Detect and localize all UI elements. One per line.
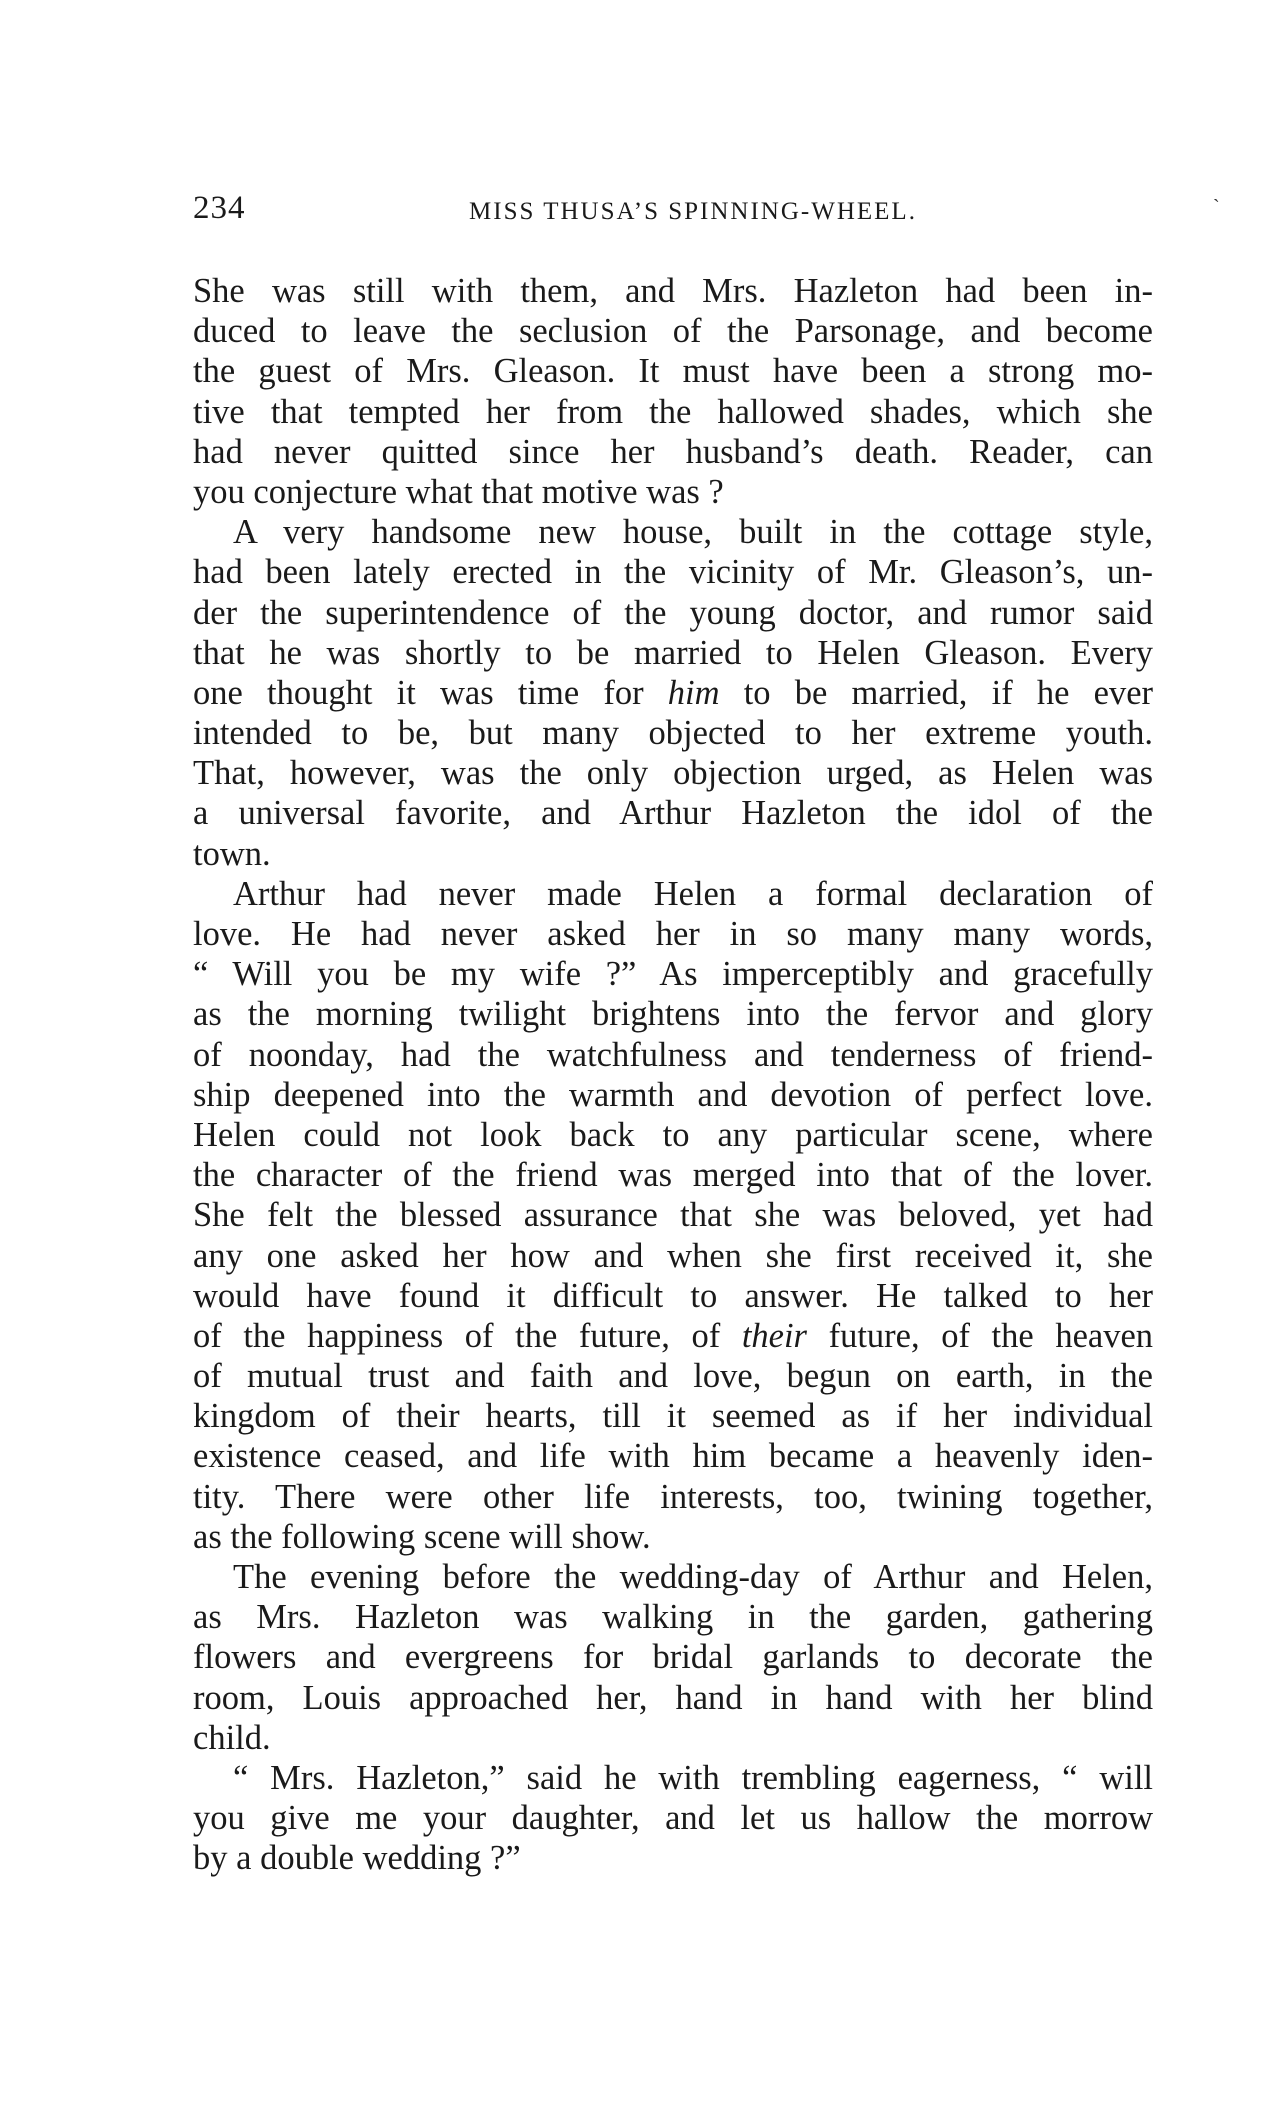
text-segment: of the happiness of the future, of	[193, 1316, 742, 1355]
text-line: room, Louis approached her, hand in hand with her blind	[193, 1678, 1153, 1717]
text-line: der the superintendence of the young doctor, and rumor said	[193, 593, 1153, 632]
text-line: town.	[193, 834, 271, 873]
ink-mark: ˴	[1213, 187, 1220, 209]
text-line: That, however, was the only objection urged, as Helen was	[193, 754, 1153, 793]
text-line: “ Will you be my wife ?” As imperceptibly and gracefully	[193, 955, 1153, 994]
text-line: kingdom of their hearts, till it seemed as if her individual	[193, 1397, 1153, 1436]
text-line: as the morning twilight brightens into the fervor and glory	[193, 995, 1153, 1034]
text-line: “ Mrs. Hazleton,” said he with trembling eagerness, “ will	[233, 1758, 1153, 1797]
text-line: The evening before the wedding-day of Arthur and Helen,	[233, 1558, 1153, 1596]
running-title: MISS THUSA’S SPINNING-WHEEL.	[469, 198, 917, 225]
text-line: any one asked her how and when she first received it, she	[193, 1236, 1153, 1275]
text-line: had never quitted since her husband’s death. Reader, can	[193, 432, 1153, 471]
text-line: of noonday, had the watchfulness and tenderness of friend-	[193, 1035, 1153, 1074]
text-line: by a double wedding ?”	[193, 1839, 521, 1878]
text-line: She was still with them, and Mrs. Hazleton had been in-	[193, 272, 1153, 310]
text-line: the guest of Mrs. Gleason. It must have been a strong mo-	[193, 352, 1153, 391]
text-segment: to be married, if he ever	[719, 673, 1153, 712]
italic-word: their	[741, 1316, 807, 1355]
text-line: love. He had never asked her in so many many words,	[193, 915, 1153, 953]
text-line: intended to be, but many objected to her extreme youth.	[193, 714, 1153, 753]
text-line: A very handsome new house, built in the cottage style,	[233, 513, 1153, 552]
text-line: had been lately erected in the vicinity of Mr. Gleason’s, un-	[193, 553, 1153, 592]
text-segment: one thought it was time for	[193, 673, 668, 712]
text-line: ship deepened into the warmth and devotion of perfect love.	[193, 1075, 1153, 1114]
text-line: Helen could not look back to any particular scene, where	[193, 1115, 1153, 1154]
text-line: you give me your daughter, and let us hallow the morrow	[193, 1799, 1153, 1838]
text-line: Arthur had never made Helen a formal declaration of	[233, 874, 1153, 913]
page-header	[193, 190, 1153, 230]
page-number: 234	[193, 190, 246, 226]
text-line: you conjecture what that motive was ?	[193, 472, 724, 511]
italic-word: him	[667, 673, 720, 712]
text-line	[193, 673, 1153, 713]
text-line: child.	[193, 1718, 271, 1757]
text-line	[193, 1316, 1153, 1356]
text-line: as the following scene will show.	[193, 1517, 651, 1556]
text-line: duced to leave the seclusion of the Parsonage, and become	[193, 312, 1153, 351]
text-line: flowers and evergreens for bridal garlands to decorate the	[193, 1638, 1153, 1677]
text-line: the character of the friend was merged into that of the lover.	[193, 1156, 1153, 1195]
text-line: She felt the blessed assurance that she was beloved, yet had	[193, 1196, 1153, 1235]
text-line: a universal favorite, and Arthur Hazleton the idol of the	[193, 794, 1153, 833]
body-text	[193, 271, 1153, 1879]
text-line: of mutual trust and faith and love, begun on earth, in the	[193, 1357, 1153, 1396]
text-line: existence ceased, and life with him became a heavenly iden-	[193, 1437, 1153, 1476]
text-line: tive that tempted her from the hallowed shades, which she	[193, 392, 1153, 431]
text-line: would have found it difficult to answer. He talked to her	[193, 1276, 1153, 1315]
text-line: as Mrs. Hazleton was walking in the garden, gathering	[193, 1598, 1153, 1637]
text-line: tity. There were other life interests, too, twining together,	[193, 1477, 1153, 1516]
text-line: that he was shortly to be married to Helen Gleason. Every	[193, 633, 1153, 672]
text-segment: future, of the heaven	[807, 1316, 1153, 1355]
